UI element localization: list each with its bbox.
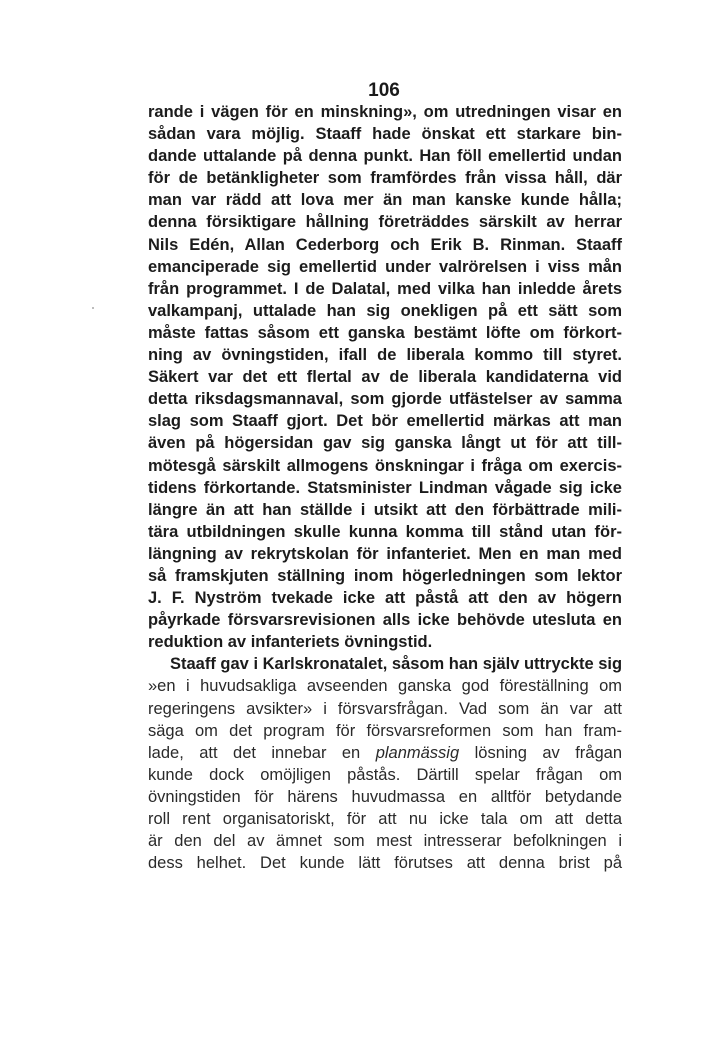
text-line: Säkert var det ett flertal av de liberala kandidaterna vid (148, 368, 622, 387)
paragraph-end-line: reduktion av infanteriets övningstid. (148, 633, 433, 652)
text-line: Nils Edén, Allan Cederborg och Erik B. Rinman. Staaff (148, 235, 622, 254)
text-line: dande uttalande på denna punkt. Han föll emellertid undan (148, 147, 622, 166)
text-line: sådan vara möjlig. Staaff hade önskat ett starkare bin- (148, 125, 622, 144)
text-line: denna försiktigare hållning företräddes särskilt av herrar (148, 213, 622, 232)
print-speck (92, 307, 94, 309)
text-line: regeringens avsikter» i försvarsfrågan. Vad som än var att (148, 699, 622, 718)
text-line: slag som Staaff gjort. Det bör emellertid märkas att man (148, 412, 622, 431)
body-text (148, 101, 622, 874)
text-line: så framskjuten ställning inom högerledningen som lektor (148, 566, 622, 585)
text-line: kunde dock omöjligen påstås. Därtill spelar frågan om (148, 765, 622, 784)
text-line: ning av övningstiden, ifall de liberala kommo till styret. (148, 346, 622, 365)
text-fragment: lade, att det innebar en (148, 743, 361, 762)
page-number: 106 (368, 80, 400, 101)
text-line: övningstiden för härens huvudmassa en alltför betydande (148, 787, 622, 806)
text-line: »en i huvudsakliga avseenden ganska god föreställning om (148, 677, 622, 696)
text-line: tidens förkortande. Statsminister Lindman vågade sig icke (148, 478, 622, 497)
text-line: mötesgå särskilt allmogens önskningar i fråga om exercis- (148, 456, 622, 475)
paragraph-start-line: Staaff gav i Karlskronatalet, såsom han själv uttryckte sig (170, 655, 623, 674)
text-line: för de betänkligheter som framfördes från vissa håll, där (148, 169, 622, 188)
text-line: måste fattas såsom ett ganska bestämt löfte om förkort- (148, 323, 622, 342)
text-line: valkampanj, uttalade han sig onekligen på ett sätt som (148, 301, 622, 320)
text-line: från programmet. I de Dalatal, med vilka han inledde årets (148, 279, 622, 298)
text-line: detta riksdagsmannaval, som gjorde utfästelser av samma (148, 390, 622, 409)
text-line: rande i vägen för en minskning», om utredningen visar en (148, 103, 622, 121)
text-line: längre än att han ställde i utsikt att den förbättrade mili- (148, 500, 622, 519)
text-line: J. F. Nyström tvekade icke att påstå att den av högern (148, 589, 622, 608)
text-line: är den del av ämnet som mest intresserar befolkningen i (148, 832, 622, 851)
text-line: dess helhet. Det kunde lätt förutses att denna brist på (148, 854, 622, 873)
italic-word: planmässig (375, 743, 460, 762)
text-line: emanciperade sig emellertid under valrörelsen i viss mån (148, 257, 622, 276)
text-line: även på högersidan gav sig ganska långt ut för att till- (148, 434, 622, 453)
text-line: roll rent organisatoriskt, för att nu icke tala om att detta (148, 810, 622, 828)
text-line (148, 742, 622, 764)
text-line: säga om det program för försvarsreformen som han fram- (148, 721, 622, 740)
text-line: tära utbildningen skulle kunna komma till stånd utan för- (148, 522, 622, 541)
text-fragment: lösning av frågan (474, 743, 622, 762)
text-line: påyrkade försvarsrevisionen alls icke behövde utesluta en (148, 611, 622, 630)
text-line: man var rädd att lova mer än man kanske kunde hålla; (148, 191, 622, 210)
text-line: längning av rekrytskolan för infanteriet. Men en man med (148, 544, 622, 563)
